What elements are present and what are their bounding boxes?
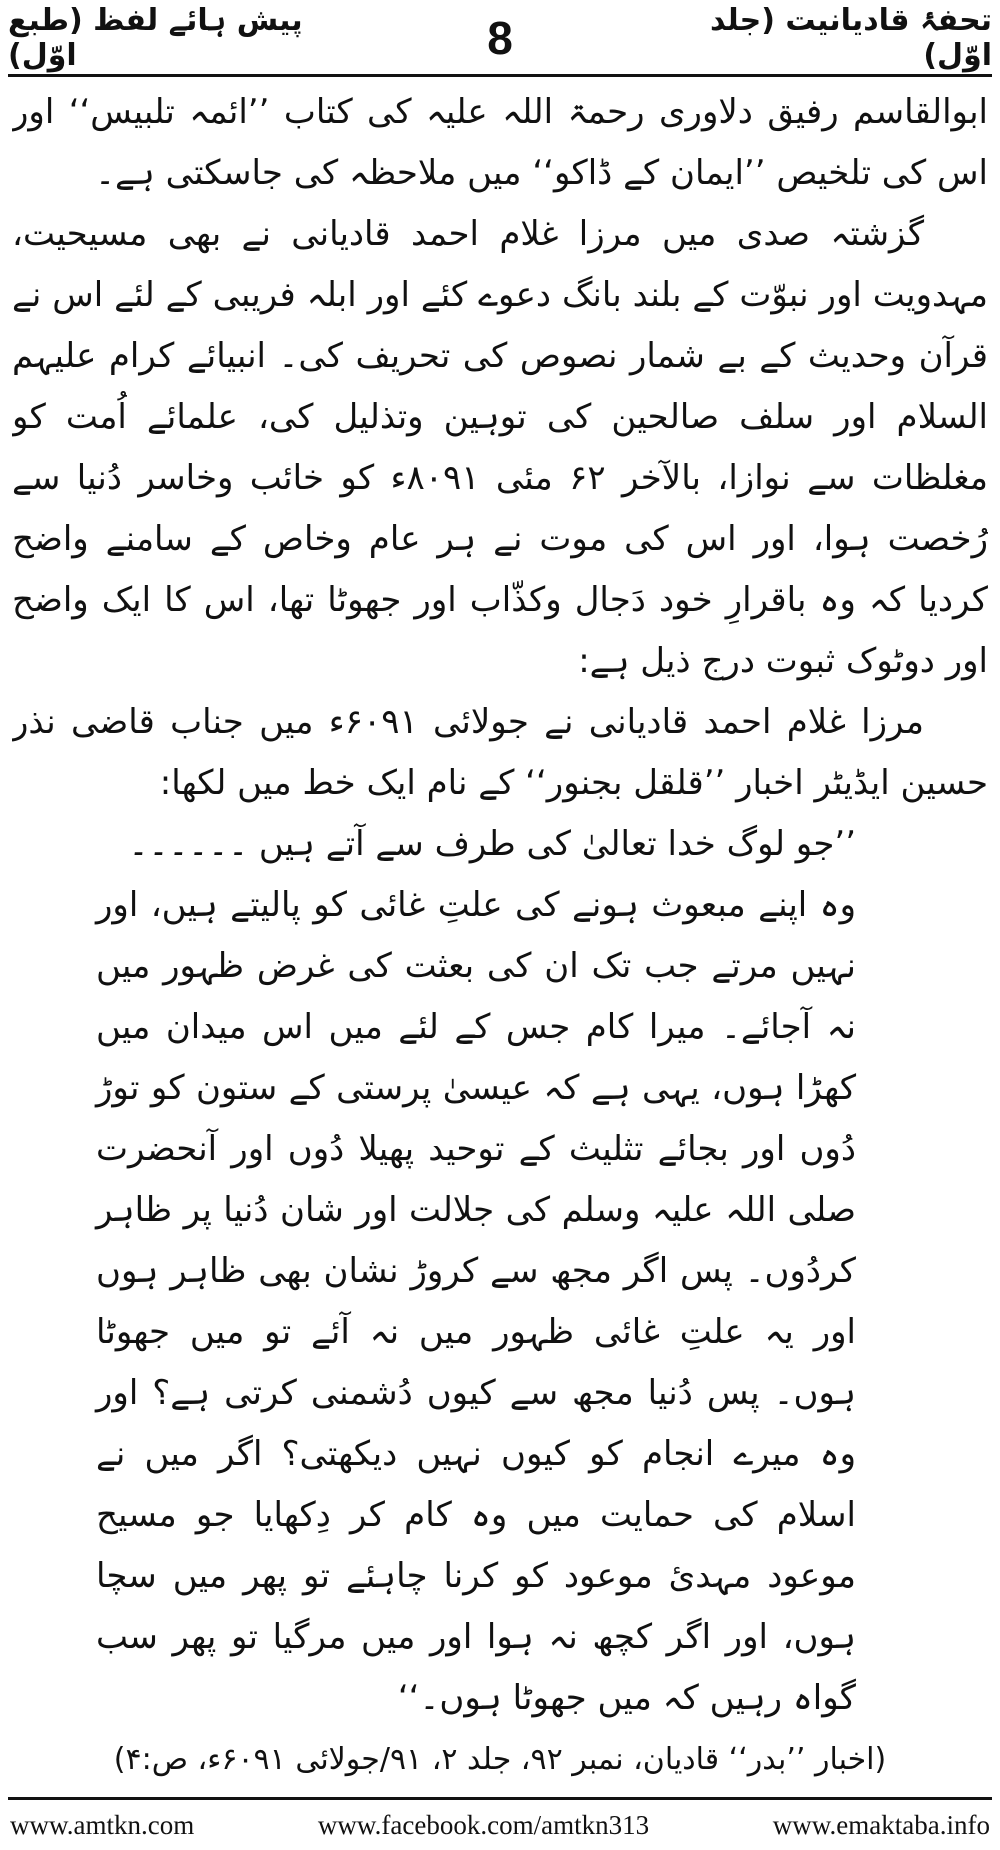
paragraph-3: مرزا غلام احمد قادیانی نے جولائی ۶۰۹۱ء میں جناب قاضی نذر حسین ایڈیٹر اخبار ’’قلقل بجنور‘‘ کے نام ایک خط میں لکھا: [12,702,988,803]
footer-link-amtkn[interactable]: www.amtkn.com [10,1809,195,1840]
quoted-letter [96,814,876,1729]
quote-body: وہ اپنے مبعوث ہونے کی علتِ غائی کو پالیتے ہیں، اور نہیں مرتے جب تک ان کی بعثت کی غرض ظہور میں نہ آجائے۔ میرا کام جس کے لئے میں اس میدان میں کھڑا ہوں، یہی ہے کہ عیسیٰ پرستی کے ستون کو توڑ دُوں اور بجائے تثلیث کے توحید پھیلا دُوں اور آنحضرت صلی اللہ علیہ وسلم کی جلالت اور شان دُنیا پر ظاہر کردُوں۔ پس اگر مجھ سے کروڑ نشان بھی ظاہر ہوں اور یہ علتِ غائی ظہور میں نہ آئے تو میں جھوٹا ہوں۔ پس دُنیا مجھ سے کیوں دُشمنی کرتی ہے؟ اور وہ میرے انجام کو کیوں نہیں دیکھتی؟ اگر میں نے اسلام کی حمایت میں وہ کام کر دِکھایا جو مسیح موعود مہدیٔ موعود کو کرنا چاہئے تو پھر میں سچا ہوں، اور اگر کچھ نہ ہوا اور میں مرگیا تو پھر سب گواہ رہیں کہ میں جھوٹا ہوں۔‘‘ [96,885,856,1718]
quote-reference: (اخبار ’’بدر‘‘ قادیان، نمبر ۹۲، جلد ۲، ۹۱/جولائی ۶۰۹۱ء، ص:۴) [113,1742,887,1777]
quote-opening: ’’جو لوگ خدا تعالیٰ کی طرف سے آتے ہیں ۔۔۔۔۔۔ [128,824,856,864]
footer-link-emaktaba[interactable]: www.emaktaba.info [772,1809,990,1840]
header-divider [8,74,992,77]
page-number: 8 [487,12,513,64]
paragraph-1: ابوالقاسم رفیق دلاوری رحمۃ اللہ علیہ کی کتاب ’’ائمہ تلبیس‘‘ اور اس کی تلخیص ’’ایمان کے ڈاکو‘‘ میں ملاحظہ کی جاسکتی ہے۔ [12,92,988,193]
book-title: تحفۂ قادیانیت (جلد اوّل) [710,3,992,73]
footer-link-facebook[interactable]: www.facebook.com/amtkn313 [317,1809,650,1840]
footer-divider [8,1797,992,1800]
page-footer [10,1805,990,1845]
page-body [12,82,988,1787]
section-title: پیش ہائے لفظ (طبع اوّل) [8,3,303,73]
paragraph-2: گزشتہ صدی میں مرزا غلام احمد قادیانی نے بھی مسیحیت، مہدویت اور نبوّت کے بلند بانگ دعوے کئے اور ابلہ فریبی کے لئے اس نے قرآن وحدیث کے بے شمار نصوص کی تحریف کی۔ انبیائے کرام علیہم السلام اور سلف صالحین کی توہین وتذلیل کی، علمائے اُمت کو مغلظات سے نوازا، بالآخر ۶۲ مئی ۸۰۹۱ء کو خائب وخاسر دُنیا سے رُخصت ہوا، اور اس کی موت نے ہر عام وخاص کے سامنے واضح کردیا کہ وہ باقرارِ خود دَجال وکذّاب اور جھوٹا تھا، اس کا ایک واضح اور دوٹوک ثبوت درج ذیل ہے: [12,214,988,681]
page-header [8,3,992,73]
